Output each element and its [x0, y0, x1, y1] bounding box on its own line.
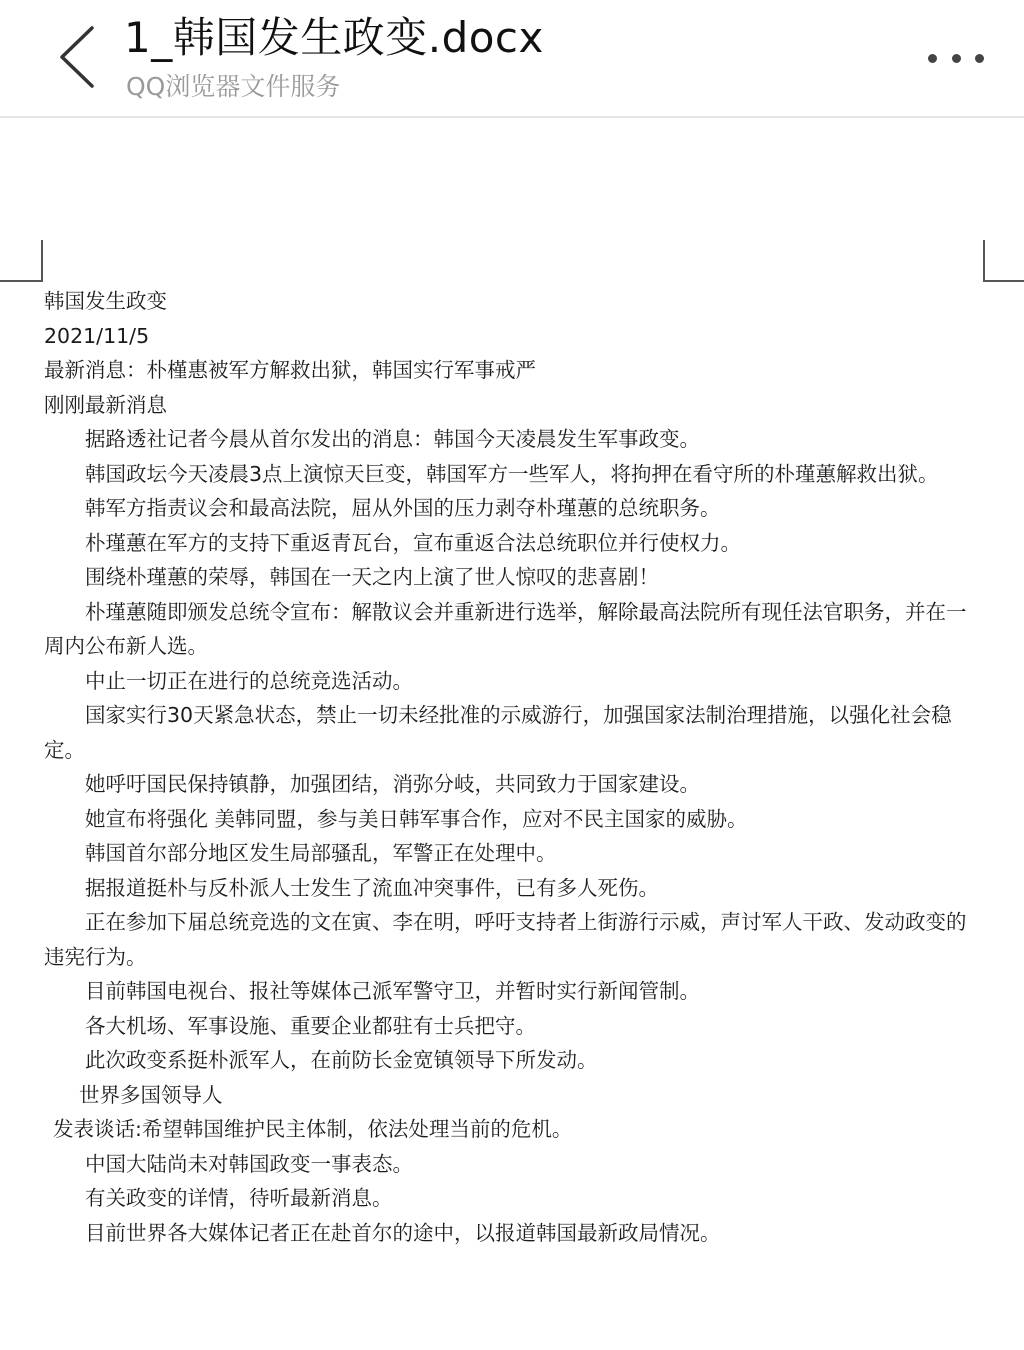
paragraph: 韩国政坛今天凌晨3点上演惊天巨变，韩国军方一些军人，将拘押在看守所的朴瑾蕙解救出狱。 — [85, 461, 939, 486]
page-margin-marker-right — [983, 240, 1024, 282]
paragraph: 韩国首尔部分地区发生局部骚乱，军警正在处理中。 — [85, 841, 557, 865]
service-subtitle: QQ浏览器文件服务 — [126, 72, 341, 101]
paragraph: 各大机场、军事设施、重要企业都驻有士兵把守。 — [85, 1013, 536, 1038]
paragraph: 韩军方指责议会和最高法院，屈从外国的压力剥夺朴瑾蕙的总统职务。 — [85, 496, 721, 520]
page-margin-marker-left — [0, 240, 43, 282]
document-date: 2021/11/5 — [44, 323, 150, 348]
document-title: 1_韩国发生政变.docx — [124, 13, 544, 62]
paragraph: 世界多国领导人 — [79, 1082, 223, 1107]
chevron-left-icon — [52, 22, 108, 92]
document-viewer[interactable] — [0, 118, 1024, 1350]
document-headline: 最新消息：朴槿惠被军方解救出狱，韩国实行军事戒严 — [44, 358, 536, 382]
paragraph: 有关政变的详情，待听最新消息。 — [85, 1186, 393, 1210]
paragraph: 目前韩国电视台、报社等媒体己派军警守卫，并暂时实行新闻管制。 — [85, 979, 700, 1003]
more-horizontal-icon — [928, 54, 937, 63]
paragraph: 围绕朴瑾蕙的荣辱，韩国在一天之内上演了世人惊叹的悲喜剧！ — [85, 565, 659, 589]
paragraph: 据报道挺朴与反朴派人士发生了流血冲突事件，已有多人死伤。 — [85, 875, 659, 900]
paragraph: 此次政变系挺朴派军人，在前防长金宽镇领导下所发动。 — [85, 1048, 598, 1072]
paragraph: 她宣布将强化 美韩同盟，参与美日韩军事合作，应对不民主国家的威胁。 — [85, 806, 748, 831]
paragraph: 中止一切正在进行的总统竞选活动。 — [85, 668, 413, 693]
paragraph: 中国大陆尚未对韩国政变一事表态。 — [85, 1151, 413, 1176]
more-options-button[interactable] — [920, 44, 992, 72]
app-header — [0, 0, 1024, 118]
document-heading: 韩国发生政变 — [44, 289, 167, 313]
paragraph: 目前世界各大媒体记者正在赴首尔的途中，以报道韩国最新政局情况。 — [85, 1220, 721, 1245]
paragraph: 朴瑾蕙在军方的支持下重返青瓦台，宣布重返合法总统职位并行使权力。 — [85, 530, 741, 555]
paragraph: 她呼吁国民保持镇静，加强团结，消弥分岐，共同致力于国家建设。 — [85, 772, 700, 796]
breaking-label: 刚刚最新消息 — [44, 392, 167, 417]
paragraph: 国家实行30天紧急状态，禁止一切未经批准的示威游行，加强国家法制治理措施，以强化社会稳定。 — [44, 703, 952, 762]
back-button[interactable] — [52, 22, 108, 92]
more-horizontal-icon — [975, 54, 984, 63]
paragraph: 朴瑾蕙随即颁发总统令宣布：解散议会并重新进行选举，解除最高法院所有现任法官职务，并在一周内公布新人选。 — [44, 599, 967, 658]
more-horizontal-icon — [952, 54, 961, 63]
paragraph: 据路透社记者今晨从首尔发出的消息：韩国今天凌晨发生军事政变。 — [85, 427, 700, 451]
paragraph: 正在参加下届总统竞选的文在寅、李在明，呼吁支持者上街游行示威，声讨军人干政、发动政变的违宪行为。 — [44, 910, 967, 969]
paragraph: 发表谈话:希望韩国维护民主体制，依法处理当前的危机。 — [53, 1117, 573, 1141]
document-content — [44, 284, 986, 1250]
